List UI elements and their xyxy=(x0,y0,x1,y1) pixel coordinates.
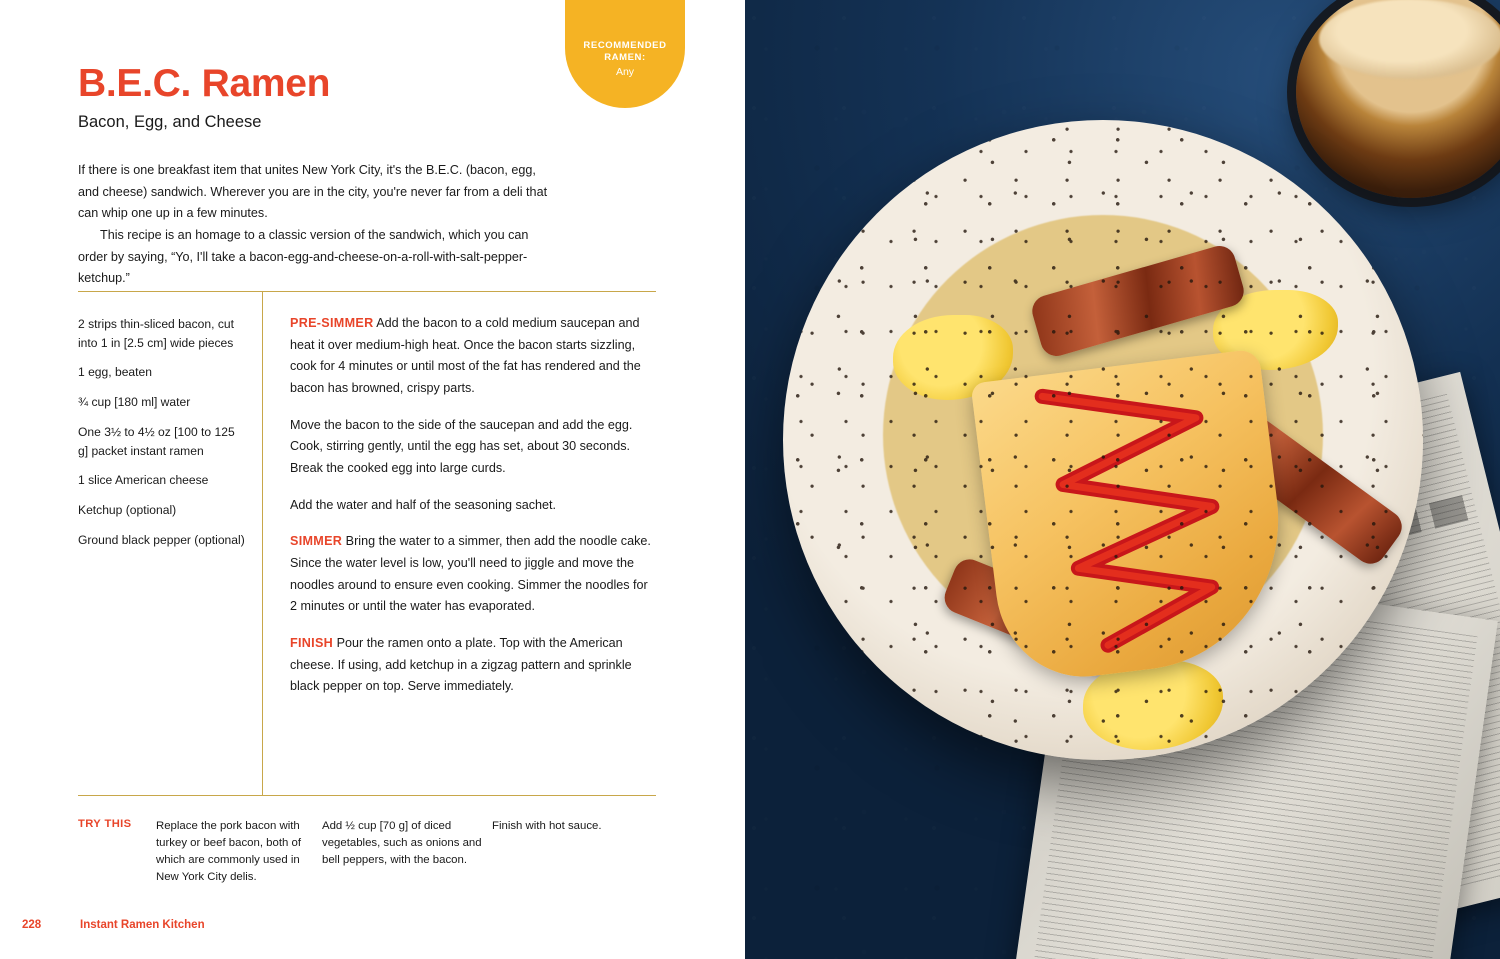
step-text: Add the bacon to a cold medium saucepan and heat it over medium-high heat. Once the bacon starts sizzling, cook for 4 minutes or until most of the fat has rendered and the bacon has browned, crispy parts. xyxy=(290,316,641,395)
directions-list xyxy=(290,313,658,713)
step-label: FINISH xyxy=(290,635,334,650)
list-item: One 3½ to 4½ oz [100 to 125 g] packet instant ramen xyxy=(78,424,235,458)
divider-top xyxy=(78,291,656,292)
direction-step xyxy=(290,633,658,698)
divider-vertical xyxy=(262,291,263,795)
try-this-label: TRY THIS xyxy=(78,818,132,830)
step-label: PRE-SIMMER xyxy=(290,316,374,330)
black-pepper-specks xyxy=(783,120,1423,760)
list-item: 1 slice American cheese xyxy=(78,473,209,488)
recommended-ramen-label: RECOMMENDED RAMEN: xyxy=(583,40,667,63)
page-number: 228 xyxy=(22,919,42,931)
beer-foam xyxy=(1319,0,1500,79)
page-footer xyxy=(22,919,205,931)
ingredient-list xyxy=(78,315,246,561)
direction-step xyxy=(290,495,658,517)
list-item: ¾ cup [180 ml] water xyxy=(78,395,191,410)
list-item: Ground black pepper (optional) xyxy=(78,532,245,547)
intro-paragraph: This recipe is an homage to a classic version of the sandwich, which you can order by saying, “Yo, I'll take a bacon-egg-and-cheese-on-a-roll-with-salt-pepper-ketchup.” xyxy=(78,227,529,286)
try-this-tip: Add ½ cup [70 g] of diced vegetables, such as onions and bell peppers, with the bacon. xyxy=(322,820,482,867)
direction-step xyxy=(290,313,658,400)
step-text: Bring the water to a simmer, then add the noodle cake. Since the water level is low, you'll need to jiggle and move the noodles around to ensure even cooking. Simmer the noodles for 2 minutes or until the water has evaporated. xyxy=(290,534,651,614)
direction-step xyxy=(290,531,658,618)
step-label: SIMMER xyxy=(290,534,343,549)
list-item: Ketchup (optional) xyxy=(78,503,177,518)
recipe-text-page xyxy=(0,0,745,959)
recipe-intro xyxy=(78,160,558,290)
plate xyxy=(783,120,1423,760)
try-this-tip: Finish with hot sauce. xyxy=(492,820,602,832)
direction-step xyxy=(290,415,658,480)
list-item: 1 egg, beaten xyxy=(78,365,152,380)
recipe-subtitle: Bacon, Egg, and Cheese xyxy=(78,113,262,131)
intro-paragraph: If there is one breakfast item that unites New York City, it's the B.E.C. (bacon, egg, and cheese) sandwich. Wherever you are in the city, you're never far from a deli that can whip one up in a few minutes. xyxy=(78,163,548,221)
step-text: Add the water and half of the seasoning sachet. xyxy=(290,497,557,512)
page-title: B.E.C. Ramen xyxy=(78,62,331,105)
recipe-photo xyxy=(745,0,1500,959)
step-text: Pour the ramen onto a plate. Top with the American cheese. If using, add ketchup in a zigzag pattern and sprinkle black pepper on top. Serve immediately. xyxy=(290,635,632,694)
recommended-ramen-badge xyxy=(565,0,685,108)
try-this-section xyxy=(78,818,656,886)
step-text: Move the bacon to the side of the saucepan and add the egg. Cook, stirring gently, until the egg has set, about 30 seconds. Break the cooked egg into large curds. xyxy=(290,417,633,475)
recommended-ramen-value: Any xyxy=(615,65,635,78)
try-this-tip: Replace the pork bacon with turkey or beef bacon, both of which are commonly used in New York City delis. xyxy=(156,820,302,884)
list-item: 2 strips thin-sliced bacon, cut into 1 in [2.5 cm] wide pieces xyxy=(78,317,234,350)
book-title: Instant Ramen Kitchen xyxy=(80,919,205,931)
divider-bottom xyxy=(78,795,656,796)
